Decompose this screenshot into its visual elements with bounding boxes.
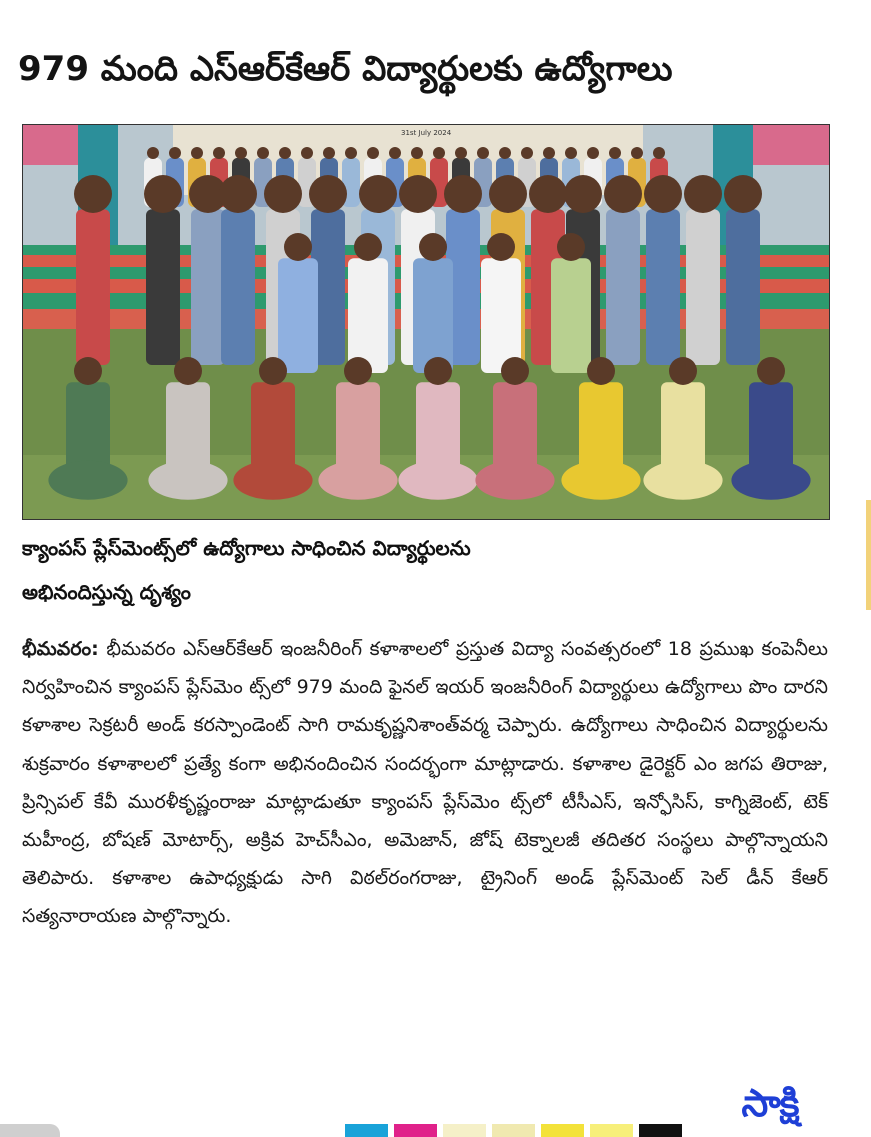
banner-date: 31st July 2024 (401, 129, 452, 137)
person-figure (219, 175, 257, 365)
registration-color-bar (345, 1124, 690, 1137)
person-figure (144, 175, 182, 365)
person-figure (604, 175, 642, 365)
color-swatch (492, 1124, 535, 1137)
dateline: భీమవరం: (22, 638, 99, 660)
color-swatch (345, 1124, 388, 1137)
caption-line-2: అభినందిస్తున్న దృశ్యం (22, 580, 191, 604)
photo-caption (22, 526, 822, 614)
color-swatch (394, 1124, 437, 1137)
group-photo (22, 124, 830, 520)
article-body (22, 630, 828, 936)
corner-mark (0, 1124, 60, 1137)
color-swatch (639, 1124, 682, 1137)
article-body-text: భీమవరం ఎస్‌ఆర్‌కేఆర్ ఇంజనీరింగ్ కళాశాలలో ప్రస్తుత విద్యా సంవత్సరంలో 18 ప్రముఖ కంపెనీలు నిర్వహించిన క్యాంపస్ ప్లేస్‌మెం ట్స్‌లో 979 మంది ఫైనల్ ఇయర్ ఇంజనీరింగ్ విద్యార్థులు ఉద్యోగాలు పొం దారని కళాశాల సెక్రటరీ అండ్ కరస్పాండెంట్ సాగి రామకృష్ణనిశాంత్‌వర్మ చెప్పారు. ఉద్యోగాలు సాధించిన విద్యార్థులను శుక్రవారం కళాశాలలో ప్రత్యే కంగా అభినందించిన సందర్భంగా మాట్లాడారు. కళాశాల డైరెక్టర్ ఎం జగప తిరాజు, ప్రిన్సిపల్ కేవీ మురళీకృష్ణంరాజు మాట్లాడుతూ క్యాంపస్ ప్లేస్‌మెం ట్స్‌లో టీసీఎస్, ఇన్ఫోసిస్, కాగ్నిజెంట్, టెక్ మహీంద్ర, బోషణ్ మోటార్స్, అక్రివ హెచ్‌సీఎం, అమెజాన్, జోష్ టెక్నాలజీ తదితర సంస్థలు పాల్గొన్నాయని తెలిపారు. కళాశాల ఉపాధ్యక్షుడు సాగి విఠల్‌రంగరాజు, ట్రైనింగ్ అండ్ ప్లేస్‌మెంట్ సెల్ డీన్ కేఆర్ సత్యనారాయణ పాల్గొన్నారు. (22, 638, 828, 928)
sakshi-logo: సాక్షి (741, 1081, 799, 1125)
person-figure (644, 175, 682, 365)
headline: 979 మంది ఎస్‌ఆర్‌కేఆర్ విద్యార్థులకు ఉద్యోగాలు (18, 49, 673, 89)
color-swatch (590, 1124, 633, 1137)
person-figure (724, 175, 762, 365)
person-figure (74, 175, 112, 365)
color-swatch (541, 1124, 584, 1137)
page-edge-mark (866, 500, 871, 610)
caption-line-1: క్యాంపస్ ప్లేస్‌మెంట్స్‌లో ఉద్యోగాలు సాధించిన విద్యార్థులను (22, 536, 471, 560)
color-swatch (443, 1124, 486, 1137)
person-figure (684, 175, 722, 365)
